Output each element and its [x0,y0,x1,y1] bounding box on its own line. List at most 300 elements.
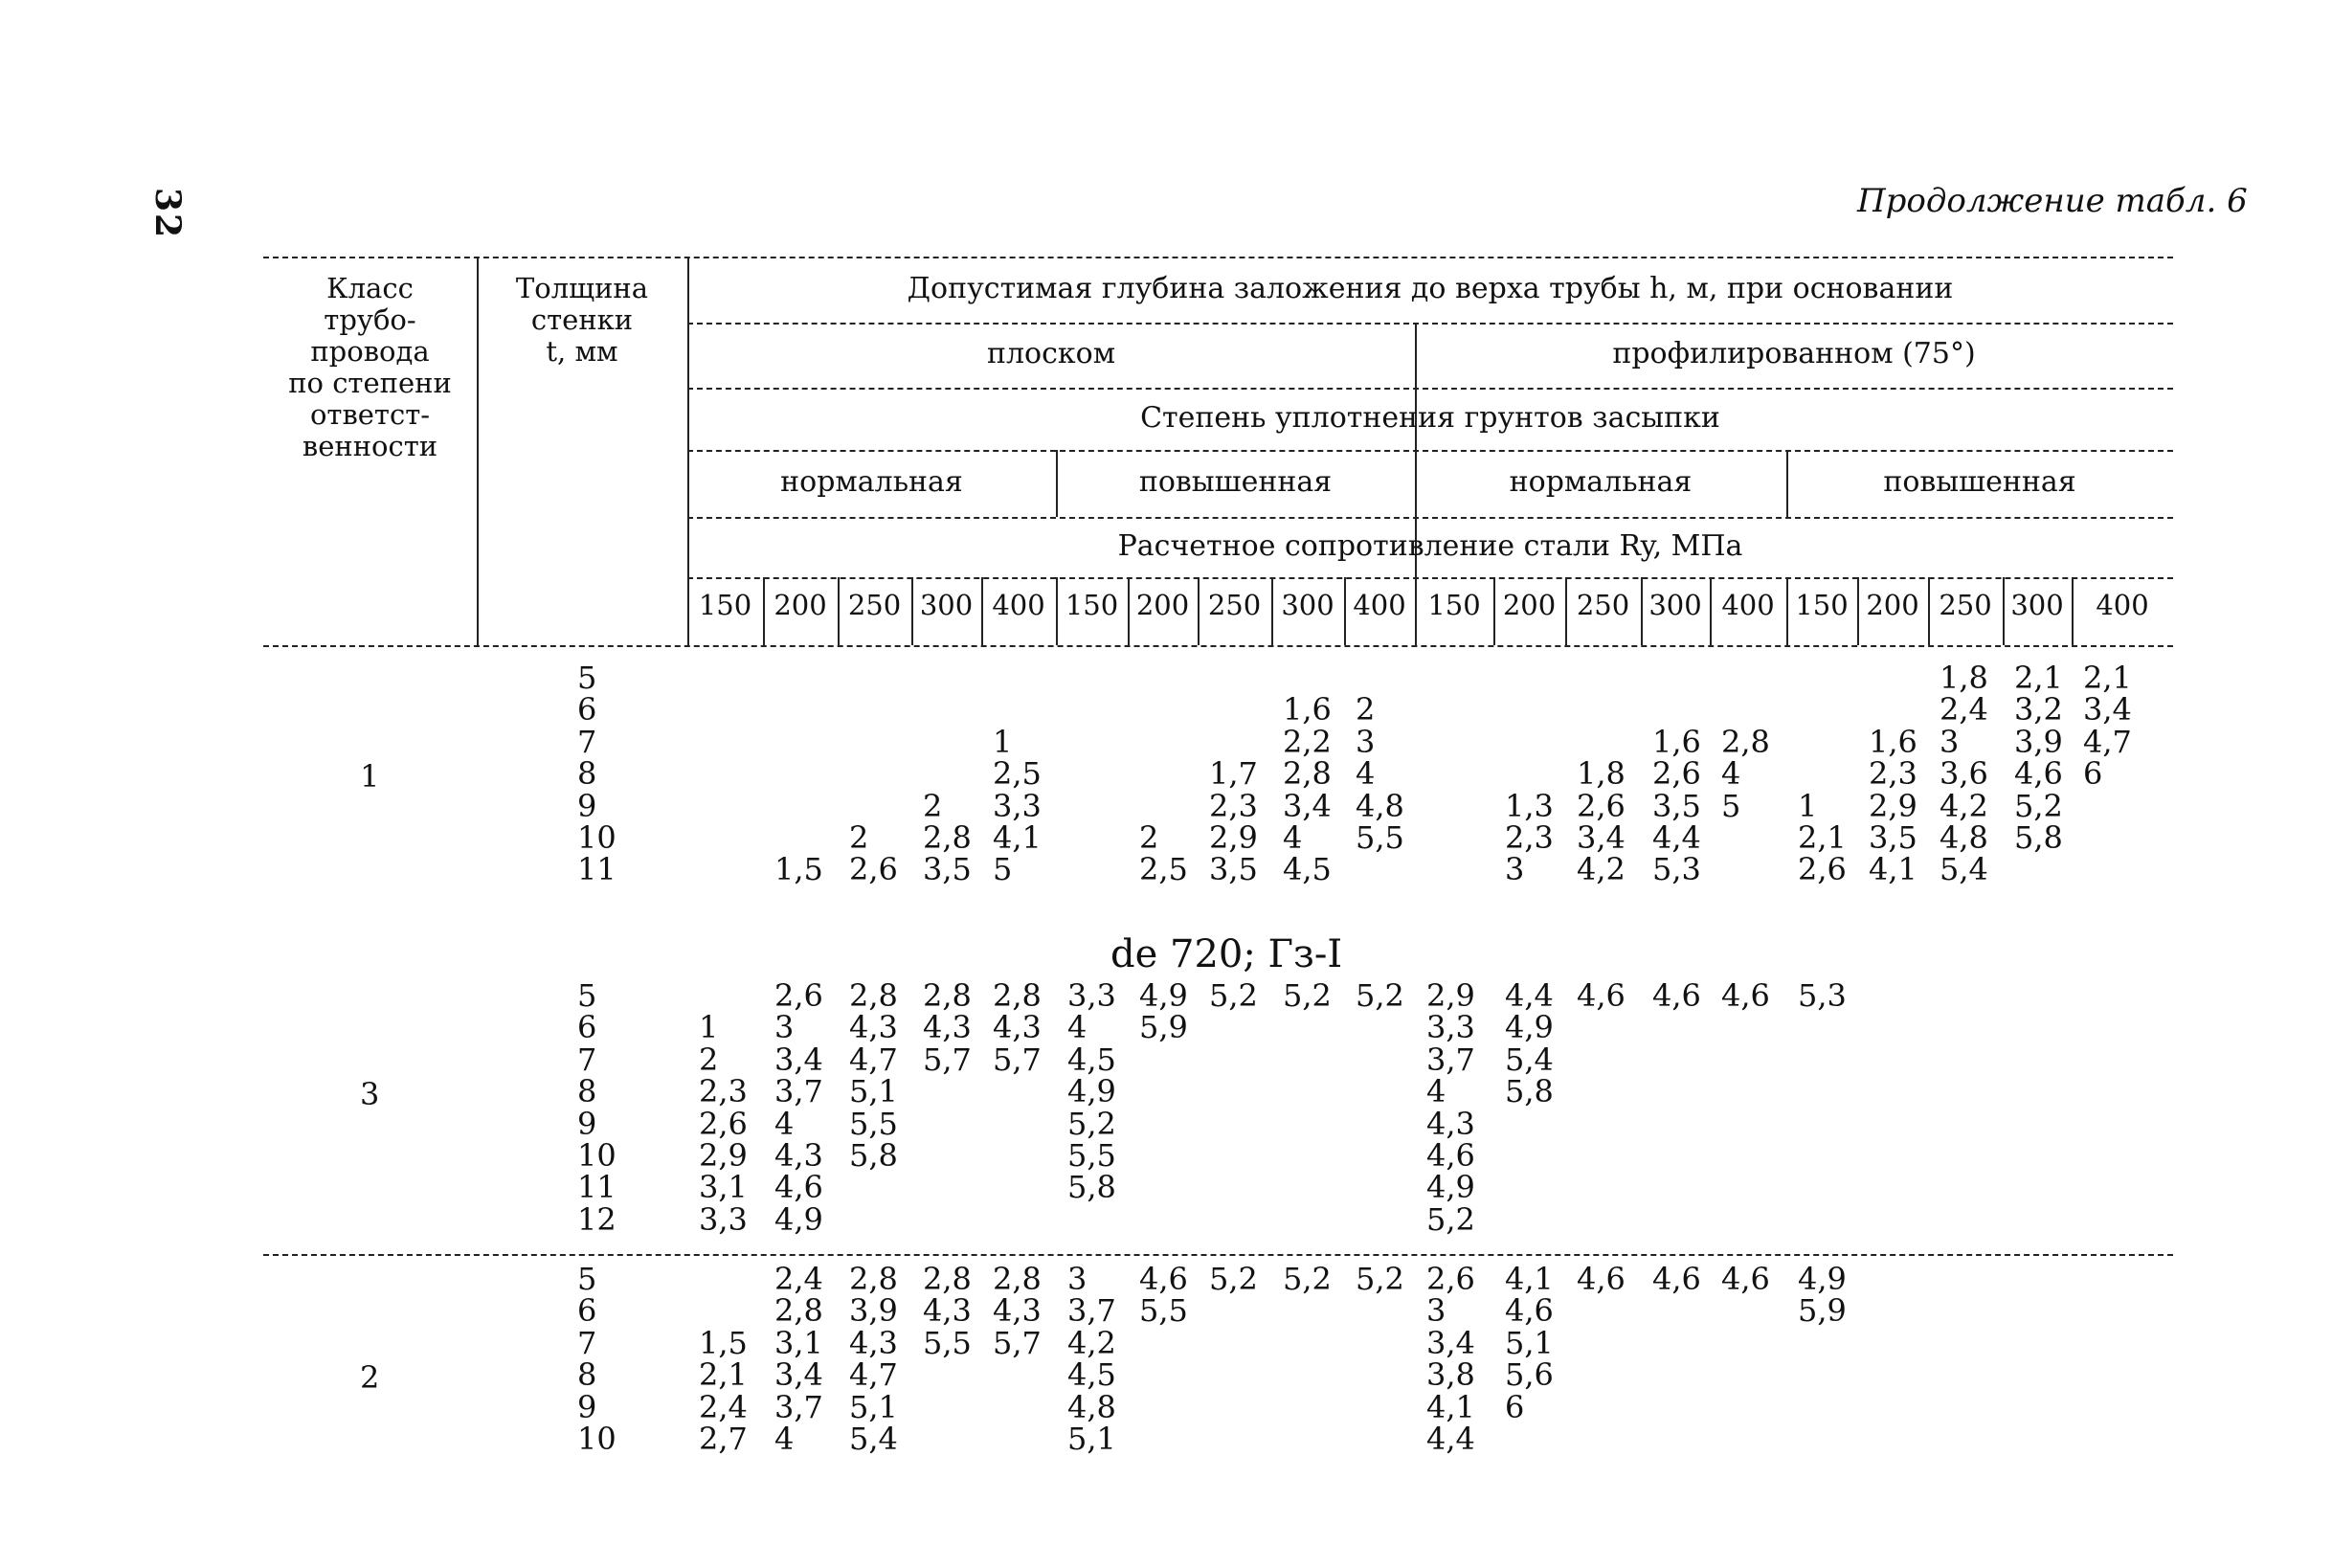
depth-value: 5,2 [1283,977,1332,1014]
depth-value-column [849,977,898,1236]
depth-value: 2,8 [993,1261,1042,1297]
depth-value: 4,6 [1139,1261,1188,1297]
depth-value: 2 [1356,691,1376,728]
depth-value [1798,1012,1847,1043]
depth-value: 5 [993,851,1013,888]
depth-value: 4,1 [1869,851,1917,888]
depth-value: 2 [1139,818,1159,856]
thickness-value: 11 [577,1169,617,1206]
ry-value-cell: 300 [1648,589,1702,621]
depth-value [1721,1012,1770,1043]
depth-value: 5,1 [1067,1420,1116,1457]
depth-value: 4,5 [1283,851,1332,888]
depth-value [1139,1392,1188,1423]
depth-value [849,1172,898,1203]
thickness-value: 8 [577,755,597,793]
depth-value [1283,1140,1332,1172]
depth-value [1139,1044,1188,1076]
thickness-value: 9 [577,1388,597,1425]
depth-value [1209,1359,1258,1391]
ry-value-cell: 150 [1065,589,1119,621]
depth-value [849,1204,898,1236]
depth-value: 4,2 [1940,787,1988,824]
depth-value: 2,8 [849,977,898,1014]
thickness-value: 6 [577,1292,597,1330]
depth-value: 2 [699,1041,719,1078]
thickness-column [577,662,617,886]
depth-value: 4,9 [1426,1169,1475,1206]
depth-value [1798,1109,1847,1140]
depth-value: 1,5 [774,851,823,888]
depth-value: 5,5 [1067,1136,1116,1174]
depth-value: 2,1 [2083,660,2132,696]
depth-value-column [1869,662,1917,886]
depth-value [849,758,898,790]
depth-value-column [1652,977,1701,1236]
depth-value: 6 [2083,755,2103,793]
depth-value [1652,1204,1701,1236]
depth-value-column [1209,1261,1258,1455]
depth-value: 4,2 [1067,1324,1116,1361]
depth-value: 1,6 [1652,723,1701,760]
ry-value-cell: 250 [847,589,902,621]
depth-value: 4,9 [1798,1261,1847,1297]
depth-value [1869,662,1917,694]
depth-value [1356,1044,1404,1076]
compaction-title: Степень уплотнения грунтов засыпки [1140,401,1720,435]
depth-value [1209,1044,1258,1076]
depth-value: 5,5 [1356,818,1404,856]
depth-value: 2,1 [2014,660,2063,696]
thickness-value: 5 [577,977,597,1014]
depth-value: 2,8 [993,977,1042,1014]
depth-value: 3,9 [2014,723,2063,760]
depth-value: 4,6 [1505,1292,1554,1330]
depth-value [1139,1109,1188,1140]
depth-value [1356,1359,1404,1391]
depth-value-column [1283,662,1332,886]
depth-value: 3,8 [1426,1356,1475,1394]
depth-value-column [1209,977,1258,1236]
thickness-value: 6 [577,1009,597,1046]
depth-value [849,791,898,822]
depth-value: 5,8 [1067,1169,1116,1206]
depth-value: 3,6 [1940,755,1988,793]
depth-value [1283,1012,1332,1043]
depth-value [993,662,1042,694]
depth-value: 2,8 [1283,755,1332,793]
depth-value [1139,1204,1188,1236]
depth-value [1577,727,1626,758]
depth-value: 3,3 [699,1200,748,1238]
depth-value: 1,7 [1209,755,1258,793]
depth-value: 1,6 [1869,723,1917,760]
depth-value: 4,6 [1721,1261,1770,1297]
depth-value: 4,4 [1505,977,1554,1014]
depth-value [1283,1359,1332,1391]
thickness-value: 12 [577,1200,617,1238]
degree-increased-flat: повышенная [1138,465,1333,499]
depth-value [1721,1076,1770,1108]
depth-value: 4,4 [1426,1420,1475,1457]
depth-value-column [849,1261,898,1457]
depth-value [1798,1076,1847,1108]
depth-value: 2,8 [923,977,972,1014]
depth-value [1356,1076,1404,1108]
depth-value-column [1067,1261,1116,1457]
depth-value: 4,9 [1067,1073,1116,1110]
depth-value: 1,6 [1283,691,1332,728]
depth-value [1209,1295,1258,1327]
depth-value: 3 [1505,851,1525,888]
depth-value: 5,5 [923,1324,972,1361]
depth-value: 5,2 [1356,977,1404,1014]
depth-value [1067,1204,1116,1236]
thickness-column-header [477,273,687,368]
depth-value [1139,1140,1188,1172]
depth-value: 4,6 [1577,1261,1626,1297]
depth-value [1798,1140,1847,1172]
depth-value [1283,1172,1332,1203]
depth-value [1283,1295,1332,1327]
depth-value [923,758,972,790]
depth-value: 3,9 [849,1292,898,1330]
depth-value [993,1423,1042,1455]
depth-value [1505,1423,1554,1455]
depth-value-column [699,1264,748,1455]
depth-value [774,662,823,694]
depth-value: 3,4 [774,1041,823,1078]
depth-value [774,791,823,822]
ry-value-cell: 200 [774,589,827,621]
depth-value [699,980,748,1012]
ry-value-cell: 150 [698,589,752,621]
depth-value [774,822,823,854]
depth-value: 3,1 [774,1324,823,1361]
depth-value [1283,1204,1332,1236]
depth-value [1209,1140,1258,1172]
depth-value: 4,3 [849,1324,898,1361]
depth-value: 5,8 [1505,1073,1554,1110]
depth-value: 3,4 [2083,691,2132,728]
thickness-header-line: Толщина [515,272,649,304]
depth-value [1209,1328,1258,1359]
depth-value-column [2014,662,2063,886]
depth-value [1209,1392,1258,1423]
rule-degree [687,517,2173,519]
depth-value [1577,694,1626,726]
depth-value [1139,1423,1188,1455]
block-separator-rule [263,1254,2173,1256]
depth-value [1283,1423,1332,1455]
depth-value: 5,2 [1356,1261,1404,1297]
depth-value: 2,4 [774,1261,823,1297]
depth-value-column [1505,1261,1554,1455]
ry-value-cell: 400 [1721,589,1775,621]
depth-value: 2,6 [849,851,898,888]
depth-value [1798,1392,1847,1423]
depth-value [1798,1044,1847,1076]
depth-value [1869,694,1917,726]
depth-value-column [1505,662,1554,886]
depth-value [1139,1328,1188,1359]
depth-value [1139,791,1188,822]
table-header-bottom-rule [263,645,2173,647]
depth-value: 4,1 [1426,1388,1475,1425]
depth-value: 2,1 [699,1356,748,1394]
depth-value [1798,1359,1847,1391]
depth-value [1577,1423,1626,1455]
depth-value: 4,7 [849,1041,898,1078]
depth-value [923,1392,972,1423]
depth-value-column [1798,1261,1847,1455]
depth-value [1652,1109,1701,1140]
depth-value [923,1359,972,1391]
thickness-header-line: стенки [530,303,634,336]
depth-value [1505,727,1554,758]
depth-value [1209,1204,1258,1236]
depth-value: 2,8 [849,1261,898,1297]
depth-value-column [1426,1261,1475,1457]
depth-value [1356,1328,1404,1359]
degree-increased-profiled: повышенная [1883,465,2076,499]
depth-value: 4 [774,1420,795,1457]
depth-value-column [1426,977,1475,1238]
depth-value: 5,7 [993,1041,1042,1078]
depth-value [1721,1328,1770,1359]
depth-value [923,694,972,726]
depth-value: 5,8 [849,1136,898,1174]
depth-value: 5,2 [1209,977,1258,1014]
ry-value-cell: 400 [1353,589,1406,621]
depth-value [1577,1172,1626,1203]
depth-value [1505,1204,1554,1236]
depth-value: 4,6 [1426,1136,1475,1174]
depth-value-column [1209,662,1258,886]
depth-value-column [774,662,823,886]
depth-value: 3 [1067,1261,1088,1297]
depth-value-column [923,662,972,886]
depth-value: 5,2 [2014,787,2063,824]
depth-value: 4 [1426,1073,1446,1110]
depth-value: 3,7 [1067,1292,1116,1330]
depth-value: 3,5 [1652,787,1701,824]
depth-value: 3,7 [774,1388,823,1425]
depth-value-column [1283,977,1332,1236]
ry-value-cell: 300 [2010,589,2064,621]
thickness-value: 9 [577,787,597,824]
thickness-value: 11 [577,851,617,888]
depth-value: 1,8 [1940,660,1988,696]
depth-value [1356,1295,1404,1327]
depth-value [1721,694,1770,726]
depth-value: 5,2 [1209,1261,1258,1297]
depth-value: 5,2 [1067,1105,1116,1142]
depth-value: 2 [849,818,869,856]
depth-value: 3 [1940,723,1960,760]
ry-value-cell: 150 [1795,589,1849,621]
depth-value: 3,3 [1426,1009,1475,1046]
class-header-line: ответст- [309,398,431,431]
depth-value [1505,1140,1554,1172]
depth-value: 4,3 [923,1009,972,1046]
depth-value: 2,3 [699,1073,748,1110]
depth-value: 4,3 [923,1292,972,1330]
depth-value: 5,4 [1940,851,1988,888]
depth-value: 1,8 [1577,755,1626,793]
table-top-rule [263,257,2173,258]
depth-value [1209,1109,1258,1140]
depth-value [1721,822,1770,854]
depth-value-column [1577,1261,1626,1455]
depth-value-column [1139,1261,1188,1455]
degree-normal-profiled: нормальная [1509,465,1693,499]
depth-value: 2,6 [1426,1261,1475,1297]
depth-value: 4,8 [1940,818,1988,856]
thickness-value: 8 [577,1356,597,1394]
depth-value: 3,7 [1426,1041,1475,1078]
depth-value [1798,662,1847,694]
depth-value: 4,2 [1577,851,1626,888]
depth-value: 3,4 [1577,818,1626,856]
depth-value-column [923,1261,972,1455]
depth-value: 2,6 [774,977,823,1014]
rule-depth [687,323,2173,325]
depth-value: 3 [1356,723,1376,760]
class-value: 2 [360,1359,380,1396]
depth-value [1577,1044,1626,1076]
depth-value: 3,4 [774,1356,823,1394]
thickness-column [577,1261,617,1458]
depth-value: 5,8 [2014,818,2063,856]
depth-value [1139,1359,1188,1391]
depth-value [1139,727,1188,758]
depth-value-column [1798,977,1847,1236]
depth-value: 4,6 [1577,977,1626,1014]
depth-value [1283,1392,1332,1423]
depth-value [2083,854,2132,885]
depth-value [1652,1359,1701,1391]
divider-thickness-depth [687,257,689,645]
depth-value: 3,4 [1283,787,1332,824]
depth-value [1652,1076,1701,1108]
depth-value [923,1423,972,1455]
depth-value [1356,1109,1404,1140]
depth-value: 5,6 [1505,1356,1554,1394]
depth-value: 4,9 [1139,977,1188,1014]
depth-value: 1 [1798,787,1818,824]
depth-value: 5,4 [1505,1041,1554,1078]
depth-value-column [1139,662,1188,886]
depth-value [1577,1295,1626,1327]
depth-value: 4,3 [1426,1105,1475,1142]
depth-value [1356,1392,1404,1423]
depth-value: 2,8 [1721,723,1770,760]
ry-value-cell: 200 [1502,589,1557,621]
depth-value [774,694,823,726]
depth-value: 5,9 [1139,1009,1188,1046]
depth-value: 4,3 [849,1009,898,1046]
depth-value-column [1505,977,1554,1236]
depth-value [1577,1109,1626,1140]
depth-value-column [993,977,1042,1236]
depth-value [1721,1172,1770,1203]
depth-value: 4 [774,1105,795,1142]
depth-value: 4,6 [1721,977,1770,1014]
depth-value: 4,9 [774,1200,823,1238]
depth-value-column [1067,977,1116,1236]
depth-value-column [993,662,1042,886]
depth-value-column [993,1261,1042,1455]
depth-value: 3,4 [1426,1324,1475,1361]
depth-value [1721,1392,1770,1423]
page-number: 32 [147,188,188,240]
depth-value [1652,662,1701,694]
depth-value [923,727,972,758]
depth-value [1721,1109,1770,1140]
ry-value-cell: 400 [992,589,1045,621]
depth-value [1721,1140,1770,1172]
degree-normal-flat: нормальная [780,465,963,499]
depth-value: 2,9 [1209,818,1258,856]
depth-value: 5,1 [849,1073,898,1110]
ry-value-cell: 250 [1207,589,1262,621]
depth-value: 3,1 [699,1169,748,1206]
depth-value-column [774,977,823,1238]
depth-value [993,694,1042,726]
depth-value [1798,758,1847,790]
depth-value: 1,3 [1505,787,1554,824]
ry-value-cell: 300 [1281,589,1334,621]
rule-resistance [687,577,2173,579]
depth-value-column [1356,1261,1404,1455]
depth-value [1356,1140,1404,1172]
ry-value-cell: 200 [1135,589,1190,621]
depth-value [1139,662,1188,694]
depth-value [1652,1392,1701,1423]
depth-value [1798,1172,1847,1203]
depth-value: 3,5 [923,851,972,888]
depth-value-column [1577,662,1626,886]
depth-value-column [1721,662,1770,886]
depth-value: 2,1 [1798,818,1847,856]
depth-value: 2,4 [1940,691,1988,728]
depth-value: 5,3 [1798,977,1847,1014]
depth-value [1209,1172,1258,1203]
thickness-value: 10 [577,1137,617,1175]
depth-value-column [1283,1261,1332,1455]
depth-value-column [1721,1261,1770,1455]
rule-compaction [687,450,2173,452]
depth-value [1721,1423,1770,1455]
depth-value: 2 [923,787,943,824]
depth-value [1652,1172,1701,1203]
ry-value-cell: 200 [1866,589,1919,621]
depth-value: 2,7 [699,1420,748,1457]
depth-value: 3 [1426,1292,1446,1330]
depth-value [923,1204,972,1236]
table-caption: Продолжение табл. 6 [1857,182,2248,220]
depth-value: 2,5 [993,755,1042,793]
depth-title: Допустимая глубина заложения до верха трубы h, м, при основании [907,272,1954,305]
depth-value: 5,4 [849,1420,898,1457]
depth-value-column [1356,662,1404,886]
depth-value: 4 [1067,1009,1088,1046]
rule-base [687,388,2173,390]
class-header-line: венности [302,430,438,462]
depth-value: 5,1 [849,1388,898,1425]
depth-value: 5,5 [1139,1292,1188,1330]
